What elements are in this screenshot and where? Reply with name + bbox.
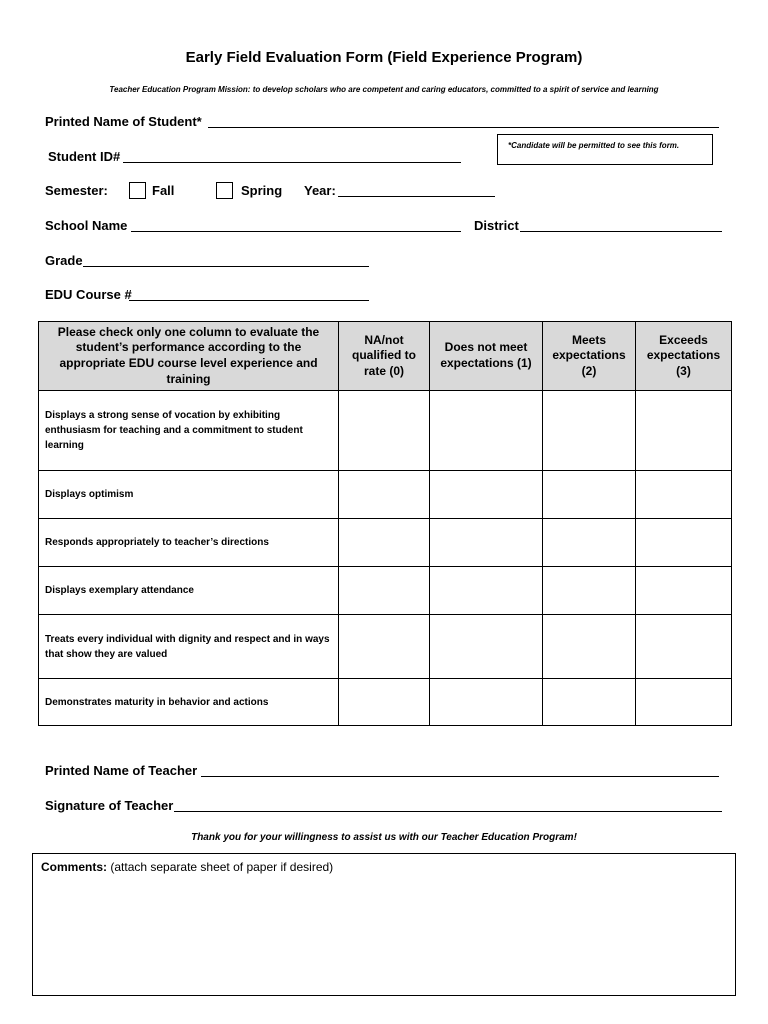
student-name-label: Printed Name of Student* (45, 114, 202, 129)
edu-course-label: EDU Course # (45, 287, 132, 302)
criterion-text: Displays optimism (39, 471, 339, 519)
student-id-label: Student ID# (48, 149, 121, 164)
does-not-meet-header: Does not meet expectations (1) (430, 322, 543, 391)
rating-cell-na[interactable] (339, 567, 430, 615)
school-name-label: School Name (45, 218, 128, 233)
teacher-name-field[interactable] (201, 776, 719, 777)
candidate-note: *Candidate will be permitted to see this form. (497, 134, 713, 165)
rating-cell-meets[interactable] (543, 391, 636, 471)
rating-cell-exceeds[interactable] (636, 567, 732, 615)
school-name-field[interactable] (131, 231, 461, 232)
year-label: Year: (304, 183, 336, 198)
rating-cell-meets[interactable] (543, 615, 636, 679)
rating-cell-na[interactable] (339, 615, 430, 679)
spring-label: Spring (241, 183, 283, 198)
comments-label: Comments: (41, 860, 108, 874)
edu-course-field[interactable] (129, 300, 369, 301)
student-id-field[interactable] (123, 162, 461, 163)
rating-cell-does-not-meet[interactable] (430, 519, 543, 567)
table-row (39, 471, 732, 519)
fall-label: Fall (152, 183, 175, 198)
district-field[interactable] (520, 231, 722, 232)
rating-cell-does-not-meet[interactable] (430, 615, 543, 679)
rating-cell-meets[interactable] (543, 679, 636, 726)
rating-cell-exceeds[interactable] (636, 679, 732, 726)
criteria-header: Please check only one column to evaluate the student’s performance according to the appropriate EDU course level experience and training (39, 322, 339, 391)
evaluation-table (38, 321, 732, 726)
rating-cell-na[interactable] (339, 471, 430, 519)
spring-checkbox[interactable] (216, 182, 233, 199)
form-title: Early Field Evaluation Form (Field Experience Program) (185, 49, 583, 66)
thank-you-note: Thank you for your willingness to assist us with our Teacher Education Program! (191, 832, 577, 843)
table-row (39, 391, 732, 471)
na-header: NA/not qualified to rate (0) (339, 322, 430, 391)
teacher-signature-field[interactable] (174, 811, 722, 812)
criterion-text: Displays a strong sense of vocation by exhibiting enthusiasm for teaching and a commitment to student learning (39, 391, 339, 471)
teacher-name-label: Printed Name of Teacher (45, 763, 198, 778)
criterion-text: Demonstrates maturity in behavior and actions (39, 679, 339, 726)
rating-cell-meets[interactable] (543, 471, 636, 519)
rating-cell-does-not-meet[interactable] (430, 391, 543, 471)
district-label: District (474, 218, 519, 233)
rating-cell-meets[interactable] (543, 567, 636, 615)
rating-cell-na[interactable] (339, 391, 430, 471)
table-row (39, 519, 732, 567)
year-field[interactable] (338, 196, 495, 197)
student-name-field[interactable] (208, 127, 719, 128)
comments-box[interactable] (32, 853, 736, 996)
rating-cell-na[interactable] (339, 679, 430, 726)
fall-checkbox[interactable] (129, 182, 146, 199)
grade-label: Grade (45, 253, 83, 268)
meets-header: Meets expectations (2) (543, 322, 636, 391)
rating-cell-does-not-meet[interactable] (430, 567, 543, 615)
table-header-row (39, 322, 732, 391)
table-row (39, 615, 732, 679)
rating-cell-na[interactable] (339, 519, 430, 567)
rating-cell-exceeds[interactable] (636, 471, 732, 519)
table-row (39, 567, 732, 615)
rating-cell-exceeds[interactable] (636, 519, 732, 567)
rating-cell-does-not-meet[interactable] (430, 471, 543, 519)
table-row (39, 679, 732, 726)
semester-label: Semester: (45, 183, 108, 198)
criterion-text: Treats every individual with dignity and respect and in ways that show they are valued (39, 615, 339, 679)
exceeds-header: Exceeds expectations (3) (636, 322, 732, 391)
criterion-text: Responds appropriately to teacher’s directions (39, 519, 339, 567)
rating-cell-meets[interactable] (543, 519, 636, 567)
rating-cell-exceeds[interactable] (636, 391, 732, 471)
grade-field[interactable] (83, 266, 369, 267)
comments-hint: (attach separate sheet of paper if desired) (110, 860, 334, 874)
criterion-text: Displays exemplary attendance (39, 567, 339, 615)
rating-cell-exceeds[interactable] (636, 615, 732, 679)
mission-statement: Teacher Education Program Mission: to develop scholars who are competent and caring educators, committed to a spirit of service and learning (109, 85, 659, 94)
teacher-signature-label: Signature of Teacher (45, 798, 174, 813)
rating-cell-does-not-meet[interactable] (430, 679, 543, 726)
